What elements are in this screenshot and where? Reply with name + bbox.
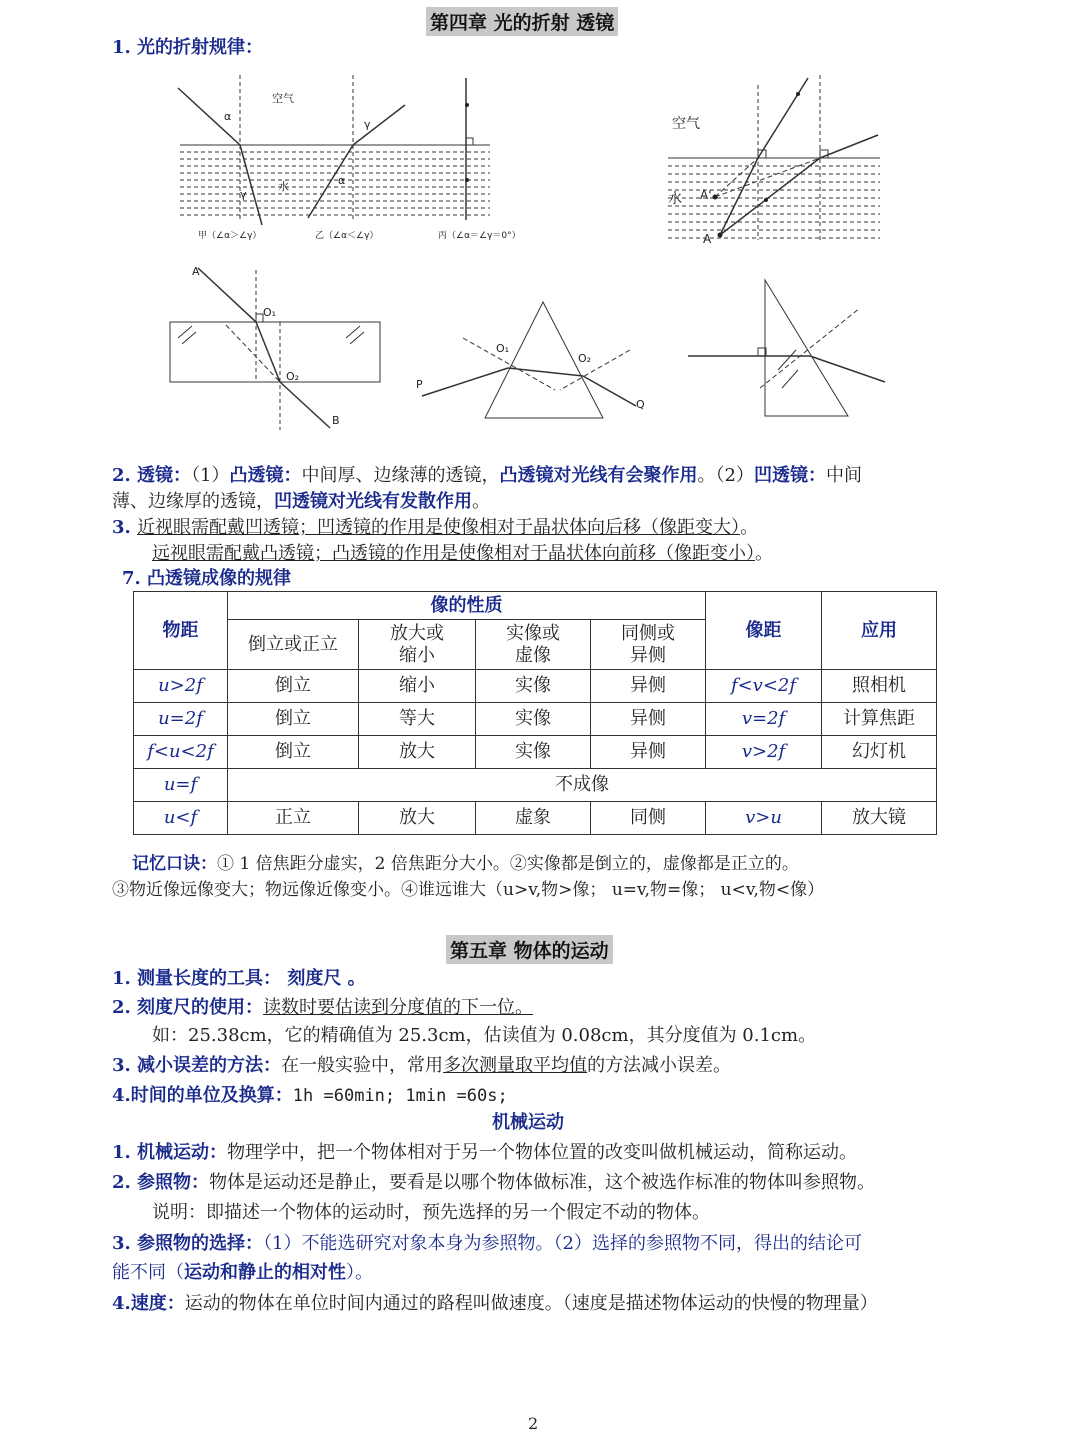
gamma-label-2: γ bbox=[364, 118, 371, 131]
header-real-virtual bbox=[476, 620, 591, 670]
eye-line-1 bbox=[112, 516, 758, 540]
header-side-b: 异侧 bbox=[630, 644, 666, 666]
choice-end: ）。 bbox=[346, 1262, 373, 1283]
table-row bbox=[134, 703, 937, 736]
header-side bbox=[591, 620, 706, 670]
hyperopia-text: 远视眼需配戴凸透镜；凸透镜的作用是使像相对于晶状体向前移（像距变小） bbox=[152, 543, 755, 564]
refraction-panel-2 bbox=[668, 75, 880, 240]
header-rv-b: 虚像 bbox=[515, 644, 551, 666]
row5-side: 同侧 bbox=[591, 802, 706, 835]
motion-def: 物理学中，把一个物体相对于另一个物体位置的改变叫做机械运动，简称运动。 bbox=[227, 1142, 858, 1163]
row2-side: 异侧 bbox=[591, 703, 706, 736]
row1-size: 缩小 bbox=[359, 670, 476, 703]
row5-type: 虚象 bbox=[476, 802, 591, 835]
glass-slab-panel bbox=[170, 268, 380, 430]
header-orientation: 倒立或正立 bbox=[228, 620, 359, 670]
concave-desc-start: 中间 bbox=[825, 465, 862, 486]
hyperopia-end: 。 bbox=[755, 543, 773, 564]
motion-line-1 bbox=[112, 1141, 857, 1165]
prism-point-o2: O₂ bbox=[578, 352, 592, 365]
row3-u: f<u<2f bbox=[134, 736, 228, 769]
error-label: 3. 减小误差的方法： bbox=[112, 1055, 282, 1076]
header-size-b: 缩小 bbox=[399, 644, 435, 666]
header-object-distance: 物距 bbox=[134, 592, 228, 670]
row1-app: 照相机 bbox=[822, 670, 937, 703]
row1-side: 异侧 bbox=[591, 670, 706, 703]
row5-u: u<f bbox=[134, 802, 228, 835]
memo-label: 记忆口诀： bbox=[132, 854, 217, 874]
concave-end: 。 bbox=[472, 491, 490, 512]
lens-imaging-table bbox=[133, 591, 937, 835]
ch5-example: 如：25.38cm，它的精确值为 25.3cm，估读值为 0.08cm，其分度值为 0.1cm。 bbox=[152, 1025, 817, 1046]
eye-num: 3. bbox=[112, 517, 138, 538]
row1-orient: 倒立 bbox=[228, 670, 359, 703]
imaging-heading: 7. 凸透镜成像的规律 bbox=[122, 568, 292, 589]
speed-label: 4.速度： bbox=[112, 1293, 185, 1314]
row3-side: 异侧 bbox=[591, 736, 706, 769]
ch5-line-3 bbox=[112, 1054, 731, 1078]
slab-point-o2: O₂ bbox=[286, 370, 300, 383]
error-c: 的方法减小误差。 bbox=[587, 1055, 732, 1076]
image-point-label: A' bbox=[700, 188, 712, 202]
right-prism-panel bbox=[688, 280, 885, 416]
header-application: 应用 bbox=[822, 592, 937, 670]
row5-app: 放大镜 bbox=[822, 802, 937, 835]
error-a: 在一般实验中，常用 bbox=[281, 1055, 444, 1076]
row3-size: 放大 bbox=[359, 736, 476, 769]
table-row bbox=[134, 769, 937, 802]
slab-point-b: B bbox=[332, 414, 340, 427]
speed-def: 运动的物体在单位时间内通过的路程叫做速度。（速度是描述物体运动的快慢的物理量） bbox=[184, 1293, 878, 1314]
row3-type: 实像 bbox=[476, 736, 591, 769]
slab-point-o1: O₁ bbox=[263, 306, 277, 319]
mechanical-motion-heading: 机械运动 bbox=[492, 1112, 564, 1133]
choice-text-b: 能不同（ bbox=[112, 1262, 184, 1283]
concave-effect: 凹透镜对光线有发散作用 bbox=[274, 491, 472, 512]
air-label: 空气 bbox=[272, 92, 294, 105]
air-label-2: 空气 bbox=[672, 116, 700, 132]
lens-num-2: 。（2） bbox=[697, 465, 754, 486]
water-label-2: 水 bbox=[668, 191, 682, 207]
reference-def: 物体是运动还是静止，要看是以哪个物体做标准，这个被选作标准的物体叫参照物。 bbox=[209, 1172, 876, 1193]
memo-text-1: ① 1 倍焦距分虚实，2 倍焦距分大小。②实像都是倒立的，虚像都是正立的。 bbox=[217, 854, 799, 874]
prism-point-o1: O₁ bbox=[496, 342, 510, 355]
row2-u: u=2f bbox=[134, 703, 228, 736]
slab-point-a: A bbox=[192, 265, 200, 278]
row4-no-image: 不成像 bbox=[228, 769, 937, 802]
row2-orient: 倒立 bbox=[228, 703, 359, 736]
tool-value: 刻度尺 。 bbox=[281, 968, 366, 989]
row1-type: 实像 bbox=[476, 670, 591, 703]
concave-label: 凹透镜： bbox=[753, 465, 826, 486]
row5-size: 放大 bbox=[359, 802, 476, 835]
eye-line-2 bbox=[152, 542, 773, 566]
row2-app: 计算焦距 bbox=[822, 703, 937, 736]
prism-point-q: Q bbox=[636, 398, 645, 411]
caption-2: 乙（∠α＜∠γ） bbox=[315, 231, 379, 241]
convex-effect: 凸透镜对光线有会聚作用 bbox=[499, 465, 698, 486]
refraction-heading: 1. 光的折射规律： bbox=[112, 37, 264, 58]
tool-label: 1. 测量长度的工具： bbox=[112, 968, 282, 989]
motion-note: 说明：即描述一个物体的运动时，预先选择的另一个假定不动的物体。 bbox=[152, 1202, 710, 1223]
time-value: 1h =60min; 1min =60s; bbox=[292, 1086, 508, 1106]
header-image-nature: 像的性质 bbox=[228, 592, 706, 620]
motion-line-3 bbox=[112, 1232, 862, 1256]
table-row bbox=[134, 802, 937, 835]
ruler-value: 读数时要估读到分度值的下一位。 bbox=[263, 997, 534, 1018]
convex-desc: 中间厚、边缘薄的透镜， bbox=[301, 465, 500, 486]
chapter5-title: 第五章 物体的运动 bbox=[446, 935, 613, 964]
row2-v: v=2f bbox=[706, 703, 822, 736]
header-image-distance: 像距 bbox=[706, 592, 822, 670]
prism-point-p: P bbox=[416, 378, 423, 391]
table-row bbox=[134, 670, 937, 703]
lens-label: 2. 透镜： bbox=[112, 465, 192, 486]
lens-line-2 bbox=[112, 490, 490, 514]
row3-v: v>2f bbox=[706, 736, 822, 769]
object-point-label: A bbox=[703, 232, 712, 246]
ruler-label: 2. 刻度尺的使用： bbox=[112, 997, 264, 1018]
table-row bbox=[134, 736, 937, 769]
page-number: 2 bbox=[528, 1414, 539, 1433]
water-label: 水 bbox=[278, 180, 289, 193]
myopia-text: 近视眼需配戴凹透镜；凹透镜的作用是使像相对于晶状体向后移（像距变大） bbox=[137, 517, 741, 538]
ch5-line-2 bbox=[112, 996, 533, 1020]
relativity: 运动和静止的相对性 bbox=[184, 1262, 346, 1283]
choice-label: 3. 参照物的选择： bbox=[112, 1233, 264, 1254]
row1-u: u>2f bbox=[134, 670, 228, 703]
row3-app: 幻灯机 bbox=[822, 736, 937, 769]
row2-size: 等大 bbox=[359, 703, 476, 736]
lens-line-1 bbox=[112, 464, 862, 488]
refraction-panel-1 bbox=[178, 75, 490, 225]
myopia-end: 。 bbox=[740, 517, 759, 538]
lens-num-1: （1） bbox=[191, 465, 230, 486]
ch5-line-1 bbox=[112, 967, 366, 991]
header-rv-a: 实像或 bbox=[506, 622, 560, 644]
motion-label: 1. 机械运动： bbox=[112, 1142, 228, 1163]
row4-u: u=f bbox=[134, 769, 228, 802]
gamma-label-1: γ bbox=[240, 188, 247, 201]
caption-1: 甲（∠α＞∠γ） bbox=[198, 231, 262, 241]
row1-v: f<v<2f bbox=[706, 670, 822, 703]
caption-3: 丙（∠α＝∠γ＝0°） bbox=[438, 231, 521, 241]
alpha-label-1: α bbox=[224, 110, 232, 123]
alpha-label-2: α bbox=[338, 174, 346, 187]
motion-line-2 bbox=[112, 1171, 875, 1195]
motion-line-3b bbox=[112, 1261, 373, 1285]
row5-orient: 正立 bbox=[228, 802, 359, 835]
time-label: 4.时间的单位及换算： bbox=[112, 1085, 293, 1106]
error-b: 多次测量取平均值 bbox=[443, 1055, 588, 1076]
header-size-a: 放大或 bbox=[390, 622, 444, 644]
concave-desc: 薄、边缘厚的透镜， bbox=[112, 491, 274, 512]
memo-line-1 bbox=[132, 852, 799, 876]
header-side-a: 同侧或 bbox=[621, 622, 675, 644]
chapter4-title: 第四章 光的折射 透镜 bbox=[426, 7, 618, 36]
motion-line-4 bbox=[112, 1292, 878, 1316]
refraction-figure bbox=[160, 70, 900, 440]
reference-label: 2. 参照物： bbox=[112, 1172, 210, 1193]
memo-line-2: ③物近像远像变大；物远像近像变小。④谁远谁大（u>v,物>像； u=v,物=像； u<v,物<像） bbox=[112, 880, 825, 900]
convex-label: 凸透镜： bbox=[229, 465, 302, 486]
choice-text: （1）不能选研究对象本身为参照物。（2）选择的参照物不同，得出的结论可 bbox=[263, 1233, 862, 1254]
row3-orient: 倒立 bbox=[228, 736, 359, 769]
row2-type: 实像 bbox=[476, 703, 591, 736]
row5-v: v>u bbox=[706, 802, 822, 835]
prism-panel bbox=[422, 302, 636, 418]
header-size bbox=[359, 620, 476, 670]
ch5-line-4 bbox=[112, 1084, 508, 1108]
